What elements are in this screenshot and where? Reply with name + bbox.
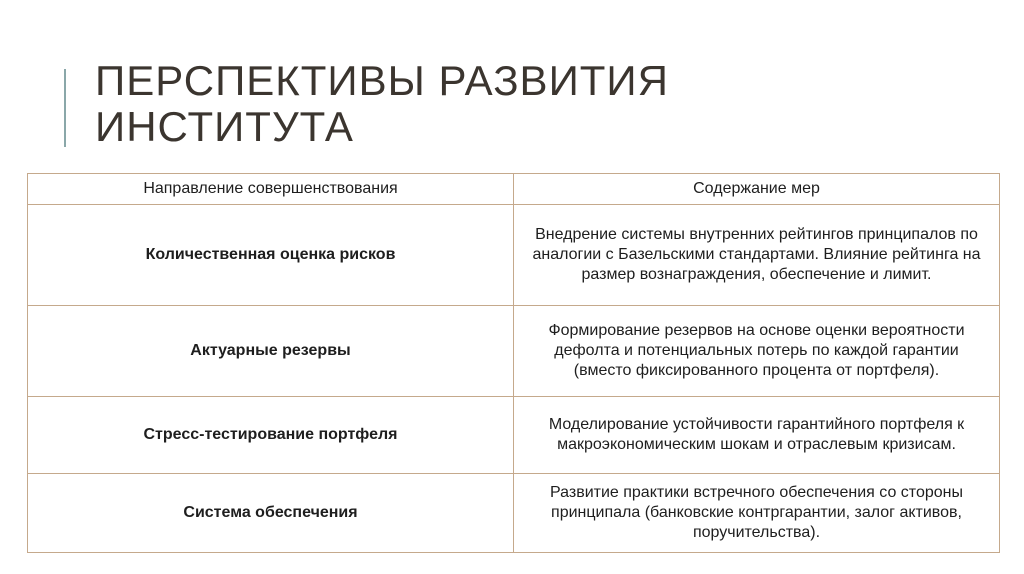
page-title bbox=[95, 58, 669, 150]
title-accent-bar bbox=[64, 69, 66, 147]
direction-cell: Система обеспечения bbox=[28, 474, 514, 553]
direction-cell: Стресс-тестирование портфеля bbox=[28, 397, 514, 474]
table-row bbox=[28, 205, 1000, 306]
measures-cell: Развитие практики встречного обеспечения со стороны принципала (банковские контргарантии, залог активов, поручительства). bbox=[514, 474, 1000, 553]
page-title-line-2: ИНСТИТУТА bbox=[95, 103, 354, 150]
table-row bbox=[28, 306, 1000, 397]
page-title-line-1: ПЕРСПЕКТИВЫ РАЗВИТИЯ bbox=[95, 57, 669, 104]
table-header-row bbox=[28, 174, 1000, 205]
table-row bbox=[28, 397, 1000, 474]
measures-cell: Моделирование устойчивости гарантийного портфеля к макроэкономическим шокам и отраслевым кризисам. bbox=[514, 397, 1000, 474]
direction-cell: Актуарные резервы bbox=[28, 306, 514, 397]
measures-table bbox=[27, 173, 1000, 553]
table-row bbox=[28, 474, 1000, 553]
measures-cell: Внедрение системы внутренних рейтингов принципалов по аналогии с Базельскими стандартами. Влияние рейтинга на размер вознаграждения, обеспечение и лимит. bbox=[514, 205, 1000, 306]
direction-cell: Количественная оценка рисков bbox=[28, 205, 514, 306]
column-header-measures: Содержание мер bbox=[514, 174, 1000, 205]
measures-cell: Формирование резервов на основе оценки вероятности дефолта и потенциальных потерь по каждой гарантии (вместо фиксированного процента от портфеля). bbox=[514, 306, 1000, 397]
column-header-direction: Направление совершенствования bbox=[28, 174, 514, 205]
